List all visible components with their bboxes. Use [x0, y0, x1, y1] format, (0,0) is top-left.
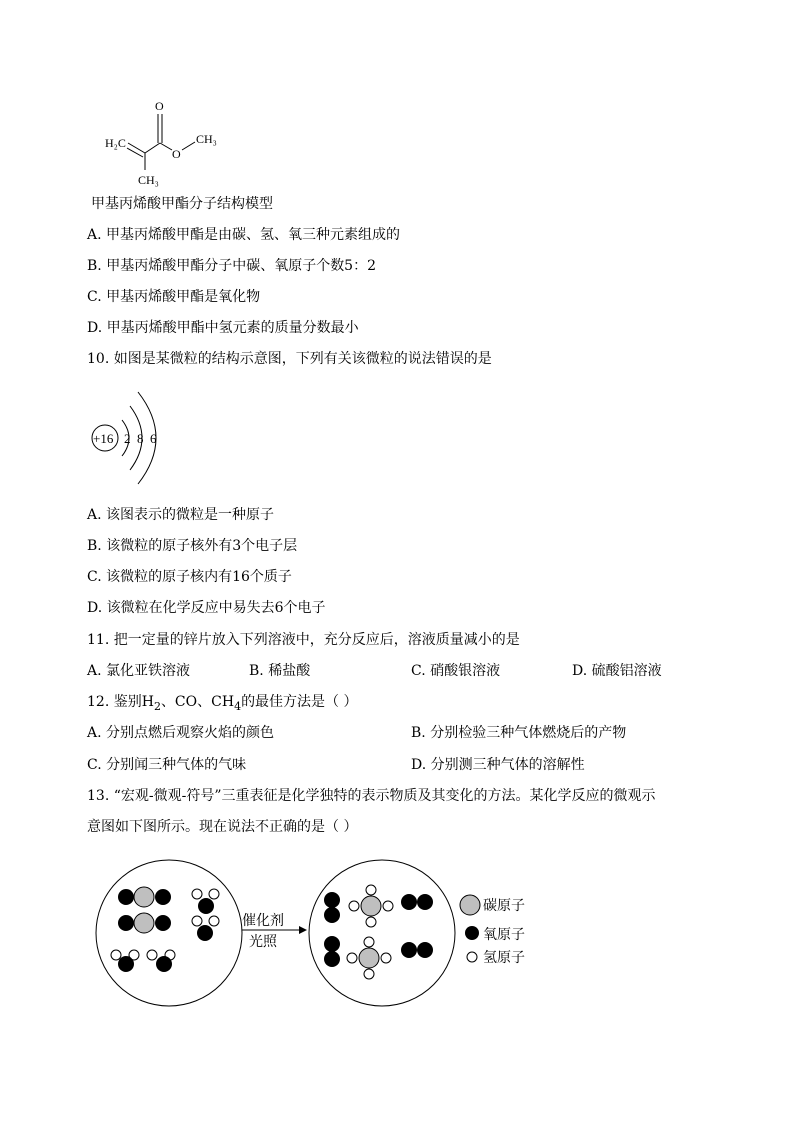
co2-molecule	[118, 913, 171, 933]
arrow-head	[299, 926, 307, 934]
q12-sub-ch4: 4	[234, 699, 242, 713]
bond-c-o	[160, 143, 172, 150]
q13-stem-line1: 13. “宏观-微观-符号”三重表征是化学独特的表示物质及其变化的方法。某化学反应的微观示	[87, 788, 656, 804]
q9-option-b: B. 甲基丙烯酸甲酯分子中碳、氧原子个数5：2	[87, 258, 377, 274]
nucleus-charge: +16	[93, 431, 114, 446]
q11-option-d: D. 硫酸铝溶液	[572, 663, 662, 679]
legend-hydrogen-icon	[467, 952, 477, 962]
arrow-light-label: 光照	[249, 935, 277, 950]
q12-option-c: C. 分别闻三种气体的气味	[87, 757, 247, 773]
q12-option-d: D. 分别测三种气体的溶解性	[411, 757, 585, 773]
shell-1-electrons: 2	[124, 431, 131, 446]
methyl-bottom-label: CH₃	[138, 173, 159, 187]
carbonyl-oxygen-label: O	[155, 99, 164, 113]
q11-option-a: A. 氯化亚铁溶液	[87, 663, 191, 679]
bond-c-c	[145, 143, 160, 153]
methyl-right-label: CH₃	[196, 132, 217, 146]
h2o-molecule	[111, 950, 139, 972]
methanol-molecule	[349, 885, 393, 927]
q10-stem: 10. 如图是某微粒的结构示意图，下列有关该微粒的说法错误的是	[87, 351, 492, 367]
q12-stem	[87, 693, 358, 716]
o2-molecule	[324, 892, 340, 923]
bond-c-c-double-1	[128, 143, 145, 153]
arrow-catalyst-label: 催化剂	[242, 914, 284, 929]
q12-stem-prefix: 12. 鉴别H	[87, 694, 154, 710]
ester-oxygen-label: O	[172, 147, 181, 161]
legend-oxygen-icon	[465, 926, 479, 940]
o2-molecule	[401, 894, 433, 910]
legend-carbon-label: 碳原子	[483, 899, 525, 914]
bond-c-c-double-2	[127, 148, 143, 157]
q9-option-c: C. 甲基丙烯酸甲酯是氧化物	[87, 289, 261, 305]
o2-molecule	[324, 936, 340, 967]
q11-option-c: C. 硝酸银溶液	[411, 663, 501, 679]
q12-stem-suffix: 的最佳方法是（ ）	[241, 694, 358, 710]
co2-molecule	[118, 887, 171, 907]
shell-3-electrons: 6	[150, 431, 157, 446]
q13-stem-line2: 意图如下图所示。现在说法不正确的是（ ）	[87, 819, 358, 835]
q10-option-b: B. 该微粒的原子核外有3个电子层	[87, 538, 298, 554]
h2o-molecule	[192, 916, 219, 941]
o2-molecule	[401, 942, 433, 958]
product-container	[309, 860, 455, 1006]
q12-option-b: B. 分别检验三种气体燃烧后的产物	[411, 725, 627, 741]
q10-option-d: D. 该微粒在化学反应中易失去6个电子	[87, 600, 326, 616]
h2c-label: H₂C	[105, 136, 126, 150]
q12-option-a: A. 分别点燃后观察火焰的颜色	[87, 725, 275, 741]
q10-option-c: C. 该微粒的原子核内有16个质子	[87, 569, 292, 585]
bond-o-ch3	[182, 142, 195, 150]
q11-stem: 11. 把一定量的锌片放入下列溶液中，充分反应后，溶液质量减小的是	[87, 632, 520, 648]
molecule-structure-diagram	[100, 96, 230, 188]
molecule-caption: 甲基丙烯酸甲酯分子结构模型	[91, 196, 273, 212]
q10-option-a: A. 该图表示的微粒是一种原子	[87, 507, 275, 523]
legend-hydrogen-label: 氢原子	[483, 951, 525, 966]
legend-oxygen-label: 氧原子	[483, 928, 525, 943]
atom-structure-diagram	[88, 386, 168, 490]
h2o-molecule	[192, 889, 219, 914]
methanol-molecule	[347, 937, 391, 979]
reaction-diagram	[94, 855, 544, 1011]
q11-option-b: B. 稀盐酸	[249, 663, 311, 679]
q12-stem-mid: 、CO、CH	[160, 694, 235, 710]
h2o-molecule	[147, 950, 175, 972]
q9-option-a: A. 甲基丙烯酸甲酯是由碳、氢、氧三种元素组成的	[87, 227, 401, 243]
q12-sub-h2: 2	[153, 699, 161, 713]
shell-2-electrons: 8	[137, 431, 144, 446]
reactant-container	[96, 860, 242, 1006]
legend-carbon-icon	[460, 895, 480, 915]
q9-option-d: D. 甲基丙烯酸甲酯中氢元素的质量分数最小	[87, 320, 359, 336]
